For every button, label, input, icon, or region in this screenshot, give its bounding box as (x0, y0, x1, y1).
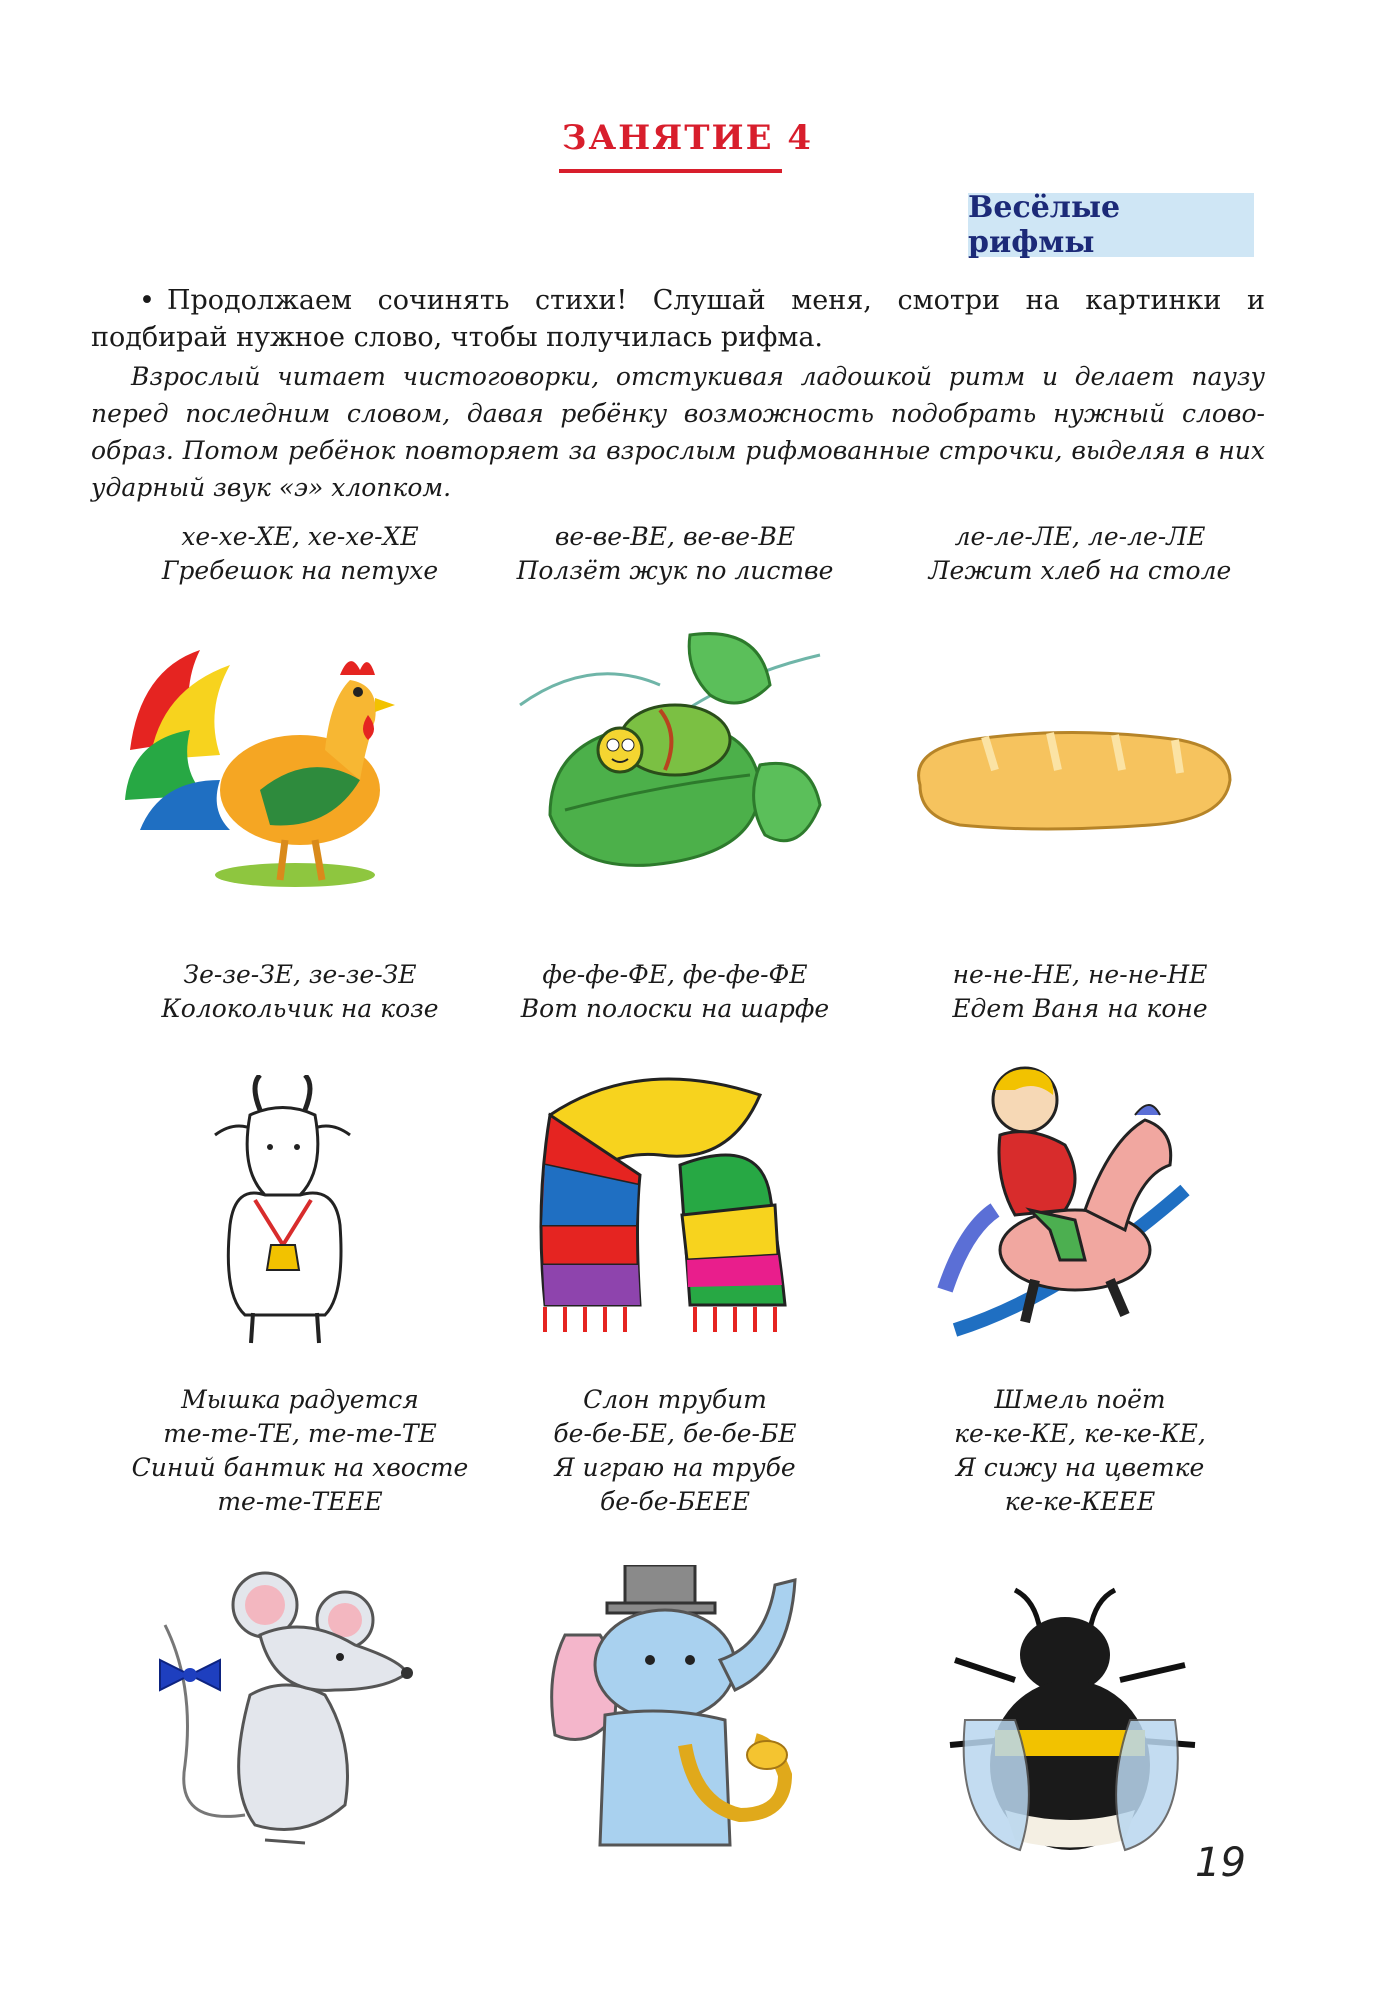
beetle-on-leaf-illustration (510, 625, 830, 910)
rhyme-caption-bumblebee: Шмель поёт ке-ке-КЕ, ке-ке-КЕ, Я сижу на цветке ке-ке-КЕЕЕ (954, 1385, 1206, 1516)
title-underline (559, 169, 782, 173)
rhyme-caption-rocking-horse: не-не-НЕ, не-не-НЕ Едет Ваня на коне (952, 960, 1208, 1023)
rhyme-caption-bread: ле-ле-ЛЕ, ле-ле-ЛЕ Лежит хлеб на столе (928, 522, 1232, 585)
rhyme-caption-beetle: ве-ве-ВЕ, ве-ве-ВЕ Ползёт жук по листве (516, 522, 834, 585)
intro-text: Продолжаем сочинять стихи! Слушай меня, смотри на картинки и подбирай нужное слово, чтобы получилась рифма. (91, 285, 1265, 353)
striped-scarf-illustration (520, 1055, 820, 1345)
page-number: 19 (1195, 1840, 1246, 1886)
bread-loaf-illustration (900, 725, 1240, 835)
bullet-mark: • (139, 285, 155, 316)
elephant-illustration (545, 1565, 825, 1855)
section-badge: Весёлые рифмы (968, 193, 1254, 257)
rhyme-caption-scarf: фе-фе-ФЕ, фе-фе-ФЕ Вот полоски на шарфе (520, 960, 830, 1023)
goat-illustration (205, 1075, 365, 1345)
boy-on-rocking-horse-illustration (935, 1060, 1205, 1345)
bumblebee-illustration (945, 1570, 1225, 1855)
mouse-illustration (155, 1565, 435, 1855)
rhyme-caption-rooster: хе-хе-ХЕ, хе-хе-ХЕ Гребешок на петухе (161, 522, 439, 585)
lesson-title: ЗАНЯТИЕ 4 (561, 118, 814, 158)
intro-paragraph (91, 282, 1265, 356)
rhyme-caption-elephant: Слон трубит бе-бе-БЕ, бе-бе-БЕ Я играю на трубе бе-бе-БЕЕЕ (553, 1385, 797, 1516)
rhyme-caption-mouse: Мышка радуется те-те-ТЕ, те-те-ТЕ Синий бантик на хвосте те-те-ТЕЕЕ (131, 1385, 469, 1516)
adult-instructions: Взрослый читает чистоговорки, отстукивая ладошкой ритм и делает паузу перед последним словом, давая ребёнку возможность подобрать нужный слово-образ. Потом ребёнок повторяет за взрослым рифмованные строчки, выделяя в них ударный звук «э» хлопком. (91, 362, 1265, 502)
rhyme-caption-goat: Зе-зе-ЗЕ, зе-зе-ЗЕ Колокольчик на козе (161, 960, 439, 1023)
rooster-illustration (110, 630, 410, 900)
